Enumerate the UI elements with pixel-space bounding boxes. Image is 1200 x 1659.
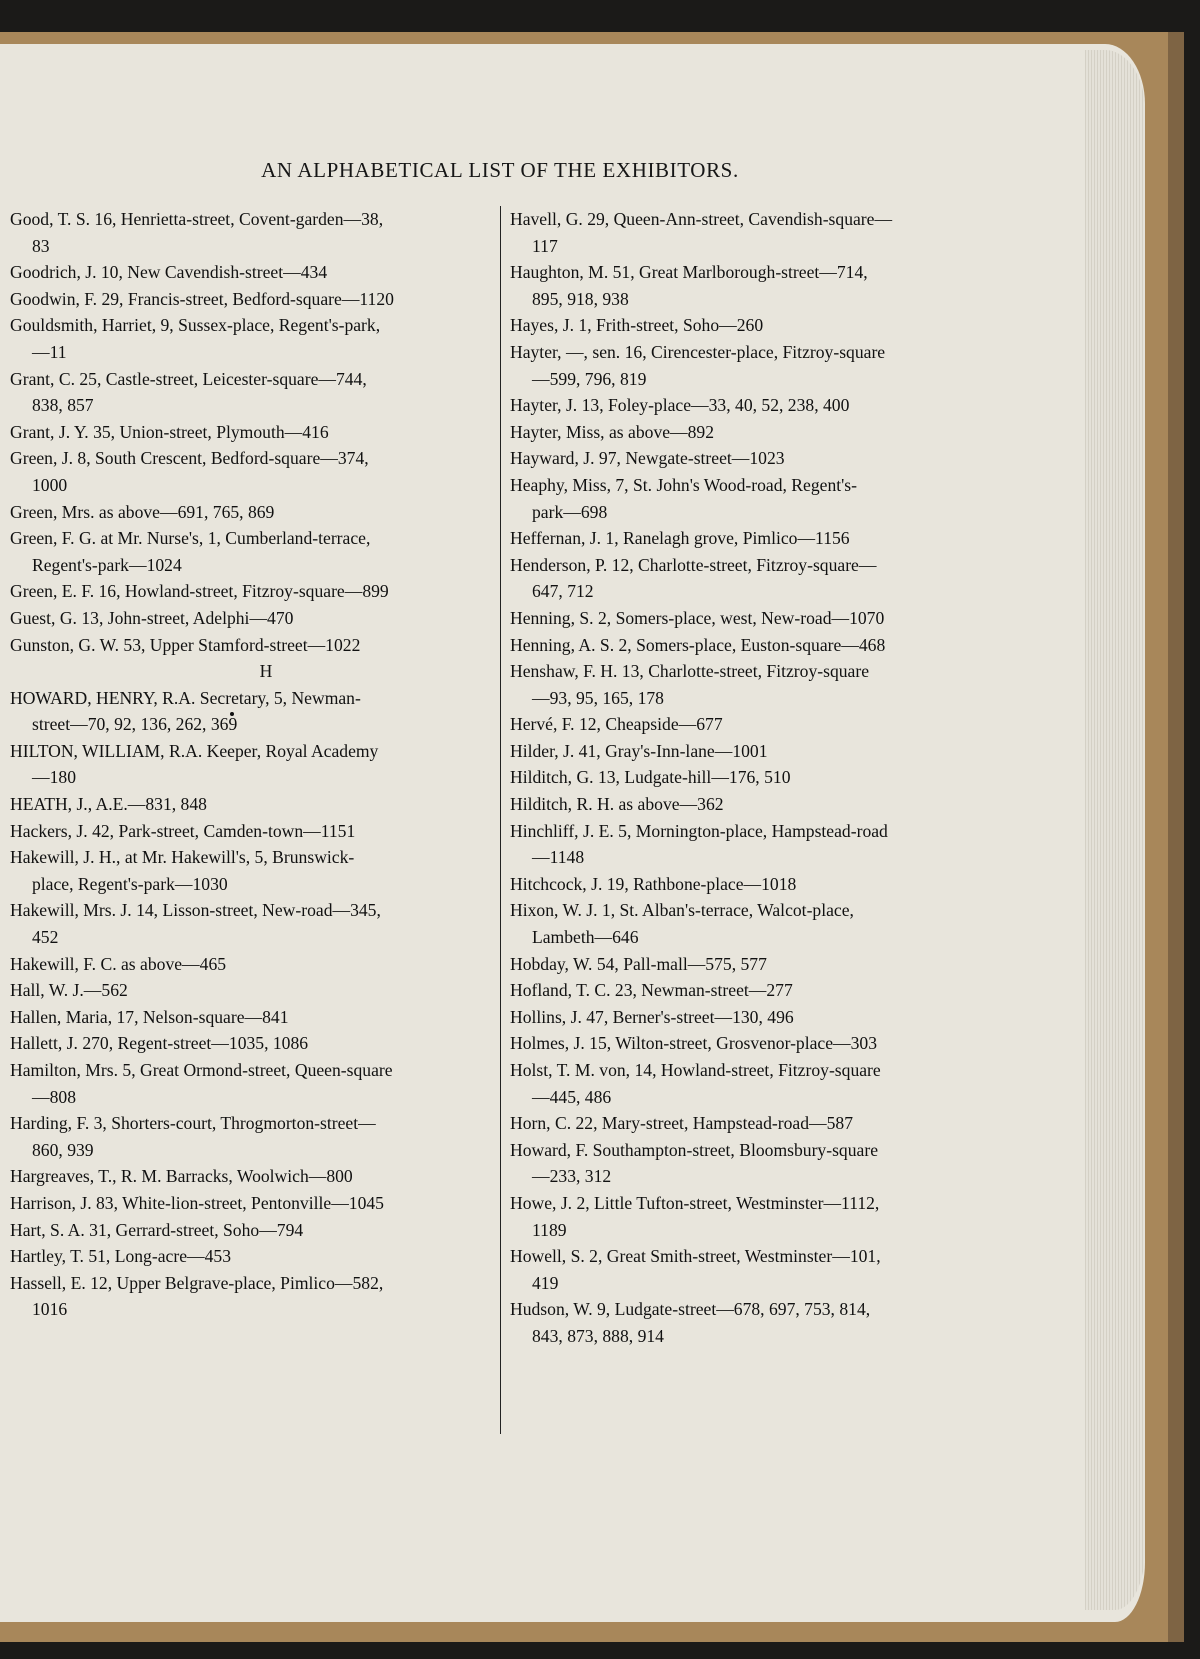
- section-letter: H: [259, 661, 273, 682]
- entry-text: Hargreaves, T., R. M. Barracks, Woolwich—800: [10, 1166, 353, 1187]
- entry-text: Gunston, G. W. 53, Upper Stamford-street—1022: [10, 634, 361, 655]
- list-item: [510, 552, 993, 605]
- list-item: [510, 871, 993, 898]
- entry-text: Goodwin, F. 29, Francis-street, Bedford-square—1120: [10, 288, 394, 309]
- list-item: [510, 1243, 993, 1296]
- entry-text: Goodrich, J. 10, New Cavendish-street—434: [10, 262, 328, 283]
- list-item: [10, 1190, 492, 1217]
- entry-continuation: 1000: [32, 474, 68, 495]
- entry-text: Gouldsmith, Harriet, 9, Sussex-place, Regent's-park,: [10, 315, 381, 336]
- entry-continuation: 647, 712: [532, 581, 594, 602]
- entry-continuation: 117: [532, 235, 558, 256]
- entry-text: Hinchliff, J. E. 5, Mornington-place, Hampstead-road: [510, 820, 888, 841]
- list-item: [510, 339, 993, 392]
- list-item: [10, 1217, 492, 1244]
- entry-text: Henshaw, F. H. 13, Charlotte-street, Fitzroy-square: [510, 661, 870, 682]
- entry-text: Hitchcock, J. 19, Rathbone-place—1018: [510, 873, 797, 894]
- entry-text: Hervé, F. 12, Cheapside—677: [510, 714, 723, 735]
- list-item: [510, 658, 993, 711]
- entry-text: Hassell, E. 12, Upper Belgrave-place, Pimlico—582,: [10, 1272, 384, 1293]
- entry-text: HOWARD, HENRY, R.A. Secretary, 5, Newman-: [10, 687, 361, 708]
- list-item: [10, 366, 492, 419]
- left-column: [10, 206, 492, 1323]
- list-item: [10, 419, 492, 446]
- list-item: [10, 286, 492, 313]
- list-item: [10, 1243, 492, 1270]
- entry-text: Grant, J. Y. 35, Union-street, Plymouth—416: [10, 421, 329, 442]
- list-item: [510, 632, 993, 659]
- list-item: [10, 818, 492, 845]
- entry-continuation: place, Regent's-park—1030: [32, 873, 228, 894]
- list-item: [510, 206, 993, 259]
- entry-continuation: —233, 312: [532, 1166, 612, 1187]
- list-item: [510, 445, 993, 472]
- entry-text: Green, J. 8, South Crescent, Bedford-square—374,: [10, 448, 369, 469]
- entry-text: HILTON, WILLIAM, R.A. Keeper, Royal Academy: [10, 740, 379, 761]
- entry-text: Hakewill, Mrs. J. 14, Lisson-street, New-road—345,: [10, 900, 381, 921]
- list-item: [510, 1110, 993, 1137]
- entry-text: Green, E. F. 16, Howland-street, Fitzroy-square—899: [10, 581, 389, 602]
- list-item: [510, 764, 993, 791]
- entry-text: Hayter, J. 13, Foley-place—33, 40, 52, 238, 400: [510, 395, 850, 416]
- list-item: [10, 312, 492, 365]
- entry-text: Hayter, —, sen. 16, Cirencester-place, Fitzroy-square: [510, 341, 886, 362]
- entry-text: Howe, J. 2, Little Tufton-street, Westminster—1112,: [510, 1192, 880, 1213]
- entry-continuation: —599, 796, 819: [532, 368, 647, 389]
- entry-text: Henning, S. 2, Somers-place, west, New-road—1070: [510, 607, 885, 628]
- entry-text: Holst, T. M. von, 14, Howland-street, Fitzroy-square: [510, 1060, 881, 1080]
- list-item: [10, 791, 492, 818]
- list-item: [510, 977, 993, 1004]
- entry-text: Haughton, M. 51, Great Marlborough-street—714,: [510, 262, 868, 283]
- entry-text: Hilditch, R. H. as above—362: [510, 794, 724, 815]
- entry-continuation: —93, 95, 165, 178: [532, 687, 664, 708]
- list-item: [510, 1190, 993, 1243]
- entry-continuation: 838, 857: [32, 395, 94, 416]
- entry-continuation: park—698: [532, 501, 608, 522]
- entry-text: Hudson, W. 9, Ludgate-street—678, 697, 753, 814,: [510, 1299, 871, 1320]
- entry-text: Henderson, P. 12, Charlotte-street, Fitzroy-square—: [510, 554, 877, 575]
- list-item: [10, 1004, 492, 1031]
- list-item: [10, 685, 492, 738]
- entry-continuation: 1189: [532, 1219, 567, 1240]
- entry-text: Hartley, T. 51, Long-acre—453: [10, 1246, 231, 1267]
- entry-continuation: 843, 873, 888, 914: [532, 1325, 664, 1346]
- list-item: [10, 1270, 492, 1323]
- entry-text: Hayward, J. 97, Newgate-street—1023: [510, 448, 785, 469]
- entry-text: Howell, S. 2, Great Smith-street, Westminster—101,: [510, 1246, 881, 1267]
- list-item: [10, 578, 492, 605]
- entry-text: Green, F. G. at Mr. Nurse's, 1, Cumberland-terrace,: [10, 528, 371, 549]
- entry-text: Hollins, J. 47, Berner's-street—130, 496: [510, 1006, 794, 1027]
- entry-text: Hofland, T. C. 23, Newman-street—277: [510, 980, 793, 1001]
- entry-continuation: —445, 486: [532, 1086, 612, 1107]
- entry-text: Grant, C. 25, Castle-street, Leicester-square—744,: [10, 368, 367, 389]
- entry-text: HEATH, J., A.E.—831, 848: [10, 794, 207, 815]
- entry-continuation: —808: [32, 1086, 76, 1107]
- list-item: [510, 1030, 993, 1057]
- entry-text: Hayter, Miss, as above—892: [510, 421, 715, 442]
- entry-text: Holmes, J. 15, Wilton-street, Grosvenor-place—303: [510, 1033, 878, 1054]
- entry-continuation: Regent's-park—1024: [32, 554, 182, 575]
- entry-text: Hixon, W. J. 1, St. Alban's-terrace, Walcot-place,: [510, 900, 854, 921]
- list-item: [510, 951, 993, 978]
- column-divider: [500, 206, 501, 1434]
- list-item: [510, 472, 993, 525]
- list-item: [510, 738, 993, 765]
- cover-edge: [1168, 32, 1184, 1642]
- list-item: [10, 951, 492, 978]
- entry-text: Henning, A. S. 2, Somers-place, Euston-square—468: [510, 634, 886, 655]
- entry-text: Hilditch, G. 13, Ludgate-hill—176, 510: [510, 767, 791, 788]
- entry-text: Hallett, J. 270, Regent-street—1035, 1086: [10, 1033, 309, 1054]
- entry-continuation: 860, 939: [32, 1139, 94, 1160]
- list-item: [10, 1163, 492, 1190]
- list-item: [10, 525, 492, 578]
- list-item: [510, 392, 993, 419]
- list-item: [10, 445, 492, 498]
- list-item: [510, 1296, 993, 1349]
- entry-text: Hilder, J. 41, Gray's-Inn-lane—1001: [510, 740, 768, 761]
- list-item: [510, 711, 993, 738]
- entry-text: Howard, F. Southampton-street, Bloomsbury-square: [510, 1139, 879, 1160]
- entry-continuation: 1016: [32, 1299, 68, 1320]
- entry-text: Heffernan, J. 1, Ranelagh grove, Pimlico—1156: [510, 528, 850, 549]
- right-column: [510, 206, 993, 1350]
- list-item: [10, 1057, 492, 1110]
- entry-text: Hayes, J. 1, Frith-street, Soho—260: [510, 315, 764, 336]
- list-item: [10, 206, 492, 259]
- page-heading: AN ALPHABETICAL LIST OF THE EXHIBITORS.: [261, 158, 739, 182]
- entry-text: Harrison, J. 83, White-lion-street, Pentonville—1045: [10, 1192, 384, 1213]
- page-fore-edge: [1085, 50, 1145, 1610]
- entry-continuation: —180: [32, 767, 76, 788]
- entry-continuation: 83: [32, 235, 50, 256]
- entry-text: Hamilton, Mrs. 5, Great Ormond-street, Queen-square: [10, 1060, 393, 1080]
- list-item: [10, 844, 492, 897]
- entry-text: Hakewill, J. H., at Mr. Hakewill's, 5, Brunswick-: [10, 847, 355, 868]
- list-item: [10, 1030, 492, 1057]
- list-item: [10, 499, 492, 526]
- entry-text: Guest, G. 13, John-street, Adelphi—470: [10, 607, 294, 628]
- list-item: [510, 1004, 993, 1031]
- entry-text: Hart, S. A. 31, Gerrard-street, Soho—794: [10, 1219, 304, 1240]
- list-item: [10, 897, 492, 950]
- entry-text: Green, Mrs. as above—691, 765, 869: [10, 501, 275, 522]
- entry-text: Hall, W. J.—562: [10, 980, 128, 1001]
- list-item: [510, 897, 993, 950]
- list-item: [510, 818, 993, 871]
- entry-text: Hakewill, F. C. as above—465: [10, 953, 227, 974]
- list-item: [510, 259, 993, 312]
- entry-text: Heaphy, Miss, 7, St. John's Wood-road, Regent's-: [510, 474, 858, 495]
- list-item: [510, 312, 993, 339]
- list-item: [10, 259, 492, 286]
- list-item: [10, 738, 492, 791]
- list-item: [510, 605, 993, 632]
- entry-continuation: street—70, 92, 136, 262, 369: [32, 714, 238, 735]
- entry-continuation: 419: [532, 1272, 559, 1293]
- entry-text: Hallen, Maria, 17, Nelson-square—841: [10, 1006, 289, 1027]
- list-item: [510, 791, 993, 818]
- list-item: [10, 977, 492, 1004]
- list-item: [510, 1057, 993, 1110]
- entry-text: Good, T. S. 16, Henrietta-street, Covent-garden—38,: [10, 209, 384, 229]
- list-item: [10, 605, 492, 632]
- entry-continuation: 895, 918, 938: [532, 288, 629, 309]
- list-item: [10, 1110, 492, 1163]
- entry-text: Hackers, J. 42, Park-street, Camden-town—1151: [10, 820, 356, 841]
- entry-text: Harding, F. 3, Shorters-court, Throgmorton-street—: [10, 1113, 376, 1134]
- entry-text: Hobday, W. 54, Pall-mall—575, 577: [510, 953, 767, 974]
- entry-continuation: 452: [32, 927, 59, 948]
- entry-text: Havell, G. 29, Queen-Ann-street, Cavendish-square—: [510, 209, 893, 229]
- list-item: [510, 419, 993, 446]
- entry-continuation: Lambeth—646: [532, 927, 639, 948]
- entry-text: Horn, C. 22, Mary-street, Hampstead-road—587: [510, 1113, 853, 1134]
- entry-continuation: —1148: [532, 847, 585, 868]
- entry-continuation: —11: [32, 341, 67, 362]
- list-item: [510, 525, 993, 552]
- list-item: [10, 632, 492, 659]
- list-item: [510, 1137, 993, 1190]
